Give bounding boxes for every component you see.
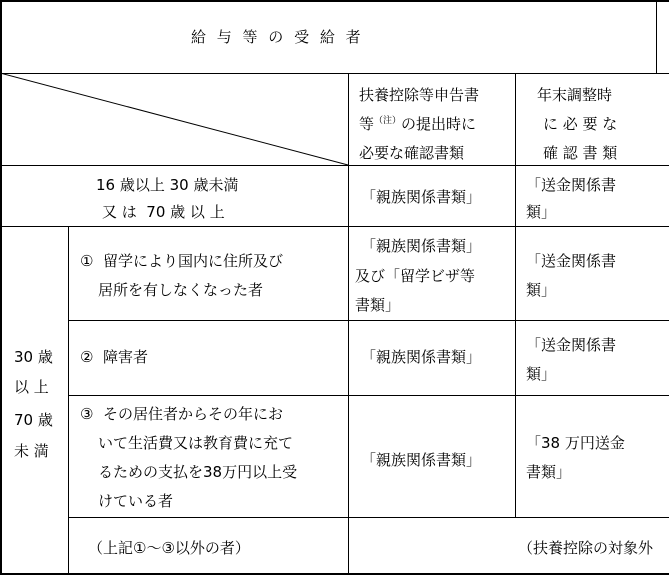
item1-doc2-line1: 「送金関係書 — [526, 252, 617, 270]
col2-header-line2: に 必 要 な — [543, 115, 618, 133]
header-diagonal-line — [0, 73, 349, 166]
item1-desc-line2: 居所を有しなくなった者 — [98, 281, 264, 299]
item3-doc2-line2: 書類」 — [526, 463, 572, 481]
row16-label-line1: 16 歳以上 30 歳未満 — [96, 176, 239, 194]
group-label-divider — [68, 226, 69, 575]
row16-bottom-line — [0, 226, 669, 227]
item2-doc2-line2: 類」 — [526, 365, 557, 383]
row2-bottom-line — [68, 395, 669, 396]
row4-divider — [348, 517, 349, 575]
row3-bottom-line — [68, 517, 669, 518]
item4-desc: （上記①～③以外の者） — [88, 539, 250, 557]
group-label-line3: 70 歳 — [14, 411, 53, 429]
header-title: 給 与 等 の 受 給 者 — [191, 28, 364, 46]
item3-desc-line4: けている者 — [98, 492, 174, 510]
col2-header-line3: 確 認 書 類 — [543, 144, 618, 162]
item1-doc1-line3: 書類」 — [355, 296, 401, 314]
header-right-line — [656, 0, 657, 74]
item3-doc2-line1: 「38 万円送金 — [526, 434, 625, 452]
group-label-line4: 未 満 — [14, 442, 49, 460]
col1-header-line3: 必要な確認書類 — [359, 144, 465, 162]
item3-desc-line1: ③ その居住者からその年にお — [80, 405, 283, 423]
item1-desc-line1: ① 留学により国内に住所及び — [80, 252, 283, 270]
item4-span-text: （扶養控除の対象外 — [518, 539, 654, 557]
row16-doc2-line1: 「送金関係書 — [526, 176, 617, 194]
item2-doc2-line1: 「送金関係書 — [526, 336, 617, 354]
item3-doc1: 「親族関係書類」 — [361, 451, 482, 469]
col-divider-2 — [515, 73, 516, 517]
table-border-top — [0, 0, 669, 2]
item1-doc2-line2: 類」 — [526, 281, 557, 299]
col1-header-line1: 扶養控除等申告書 — [359, 86, 480, 104]
item2-doc1: 「親族関係書類」 — [361, 348, 482, 366]
col2-header-line1: 年末調整時 — [537, 86, 613, 104]
group-label-line1: 30 歳 — [14, 348, 53, 366]
item3-desc-line3: るための支払を38万円以上受 — [98, 463, 298, 481]
group-label-line2: 以 上 — [14, 378, 49, 396]
item1-doc1-line2: 及び「留学ビザ等 — [355, 267, 476, 285]
row1-bottom-line — [68, 320, 669, 321]
col1-header-line2: 等$^{(注)}$の提出時に — [359, 115, 477, 133]
item3-desc-line2: いて生活費又は教育費に充て — [98, 434, 294, 452]
row16-label-line2: 又 は 70 歳 以 上 — [102, 203, 225, 221]
item2-desc: ② 障害者 — [80, 348, 148, 366]
row16-doc2-line2: 類」 — [526, 203, 557, 221]
item1-doc1-line1: 「親族関係書類」 — [361, 237, 482, 255]
row16-doc1: 「親族関係書類」 — [361, 188, 482, 206]
